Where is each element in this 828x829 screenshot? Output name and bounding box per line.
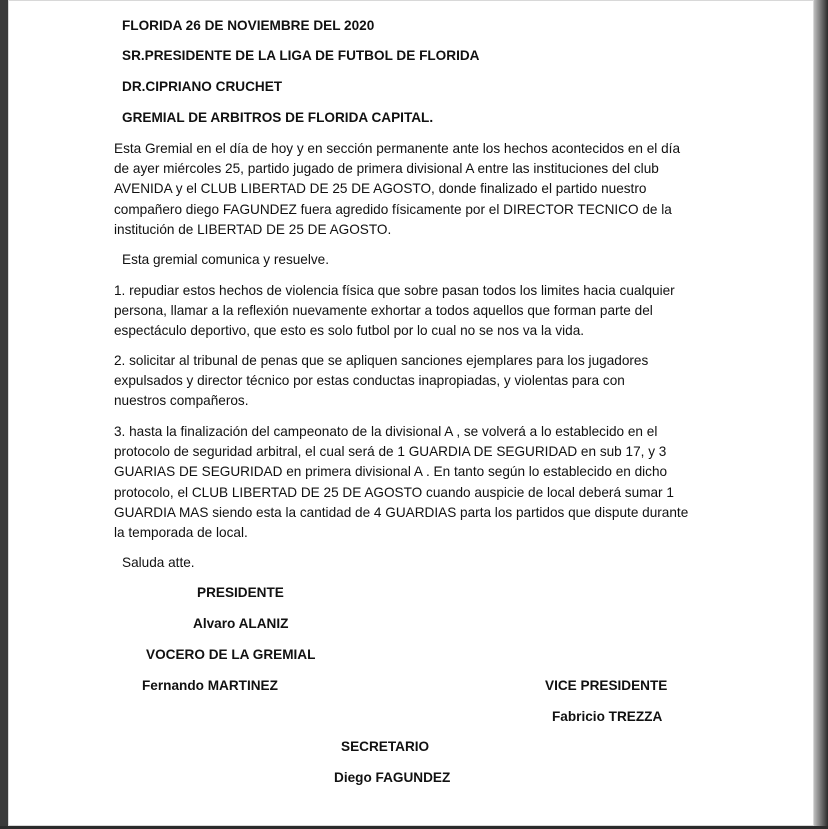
sender-line: GREMIAL DE ARBITROS DE FLORIDA CAPITAL. [122,110,434,125]
point-3-line: protocolo, el CLUB LIBERTAD DE 25 DE AGOSTO cuando auspicie de local deberá sumar 1 [114,484,674,500]
vice-president-title: VICE PRESIDENTE [545,678,668,693]
point-3-line: GUARIAS DE SEGURIDAD en primera divisional A . En tanto según lo establecido en dicho [114,464,668,480]
vice-president-name: Fabricio TREZZA [552,709,663,724]
point-3-line: 3. hasta la finalización del campeonato de la divisional A , se volverá a lo establecido en el [114,424,658,439]
page-edge-shadow [814,0,828,829]
point-2-paragraph [114,351,714,412]
addressee-name: DR.CIPRIANO CRUCHET [122,79,283,94]
point-3-line: GUARDIA MAS siendo esta la cantidad de 4 GUARDIAS parta los partidos que dispute durante [114,504,689,520]
closing-line: Saluda atte. [122,555,195,570]
intro-line: de ayer miércoles 25, partido jugado de primera divisional A entre las instituciones del club [114,161,659,177]
intro-line: AVENIDA y el CLUB LIBERTAD DE 25 DE AGOSTO, donde finalizado el partido nuestro [114,181,647,197]
point-3-line: protocolo de seguridad arbitral, el cual será de 1 GUARDIA DE SEGURIDAD en sub 17, y 3 [114,444,667,460]
point-2-line: expulsados y director técnico por estas conductas inapropiadas, y violentas para con [114,373,625,389]
point-1-paragraph [114,281,714,342]
point-3-paragraph [114,422,714,543]
date-line: FLORIDA 26 DE NOVIEMBRE DEL 2020 [122,18,375,33]
point-1-line: espectáculo deportivo, que esto es solo futbol por lo cual no se nos va la vida. [114,323,585,339]
point-2-line: nuestros compañeros. [114,393,249,409]
resolves-line: Esta gremial comunica y resuelve. [122,252,330,267]
point-2-line: 2. solicitar al tribunal de penas que se apliquen sanciones ejemplares para los jugadores [114,353,649,368]
intro-line: Esta Gremial en el día de hoy y en sección permanente ante los hechos acontecidos en el día [114,141,680,156]
intro-line: institución de LIBERTAD DE 25 DE AGOSTO. [114,221,392,237]
secretary-name: Diego FAGUNDEZ [334,770,451,785]
point-3-line: la temporada de local. [114,525,248,541]
point-1-line: 1. repudiar estos hechos de violencia física que sobre pasan todos los limites hacia cualquier [114,283,675,298]
intro-paragraph [114,139,714,240]
point-1-line: persona, llamar a la reflexión nuevamente exhortar a todos aquellos que forman parte del [114,303,653,319]
president-title: PRESIDENTE [197,585,284,600]
spokesman-title: VOCERO DE LA GREMIAL [146,647,316,662]
intro-line: compañero diego FAGUNDEZ fuera agredido físicamente por el DIRECTOR TECNICO de la [114,201,672,217]
president-name: Alvaro ALANIZ [193,616,289,631]
addressee-line: SR.PRESIDENTE DE LA LIGA DE FUTBOL DE FLORIDA [122,48,480,63]
spokesman-name: Fernando MARTINEZ [142,678,278,693]
secretary-title: SECRETARIO [341,739,430,754]
